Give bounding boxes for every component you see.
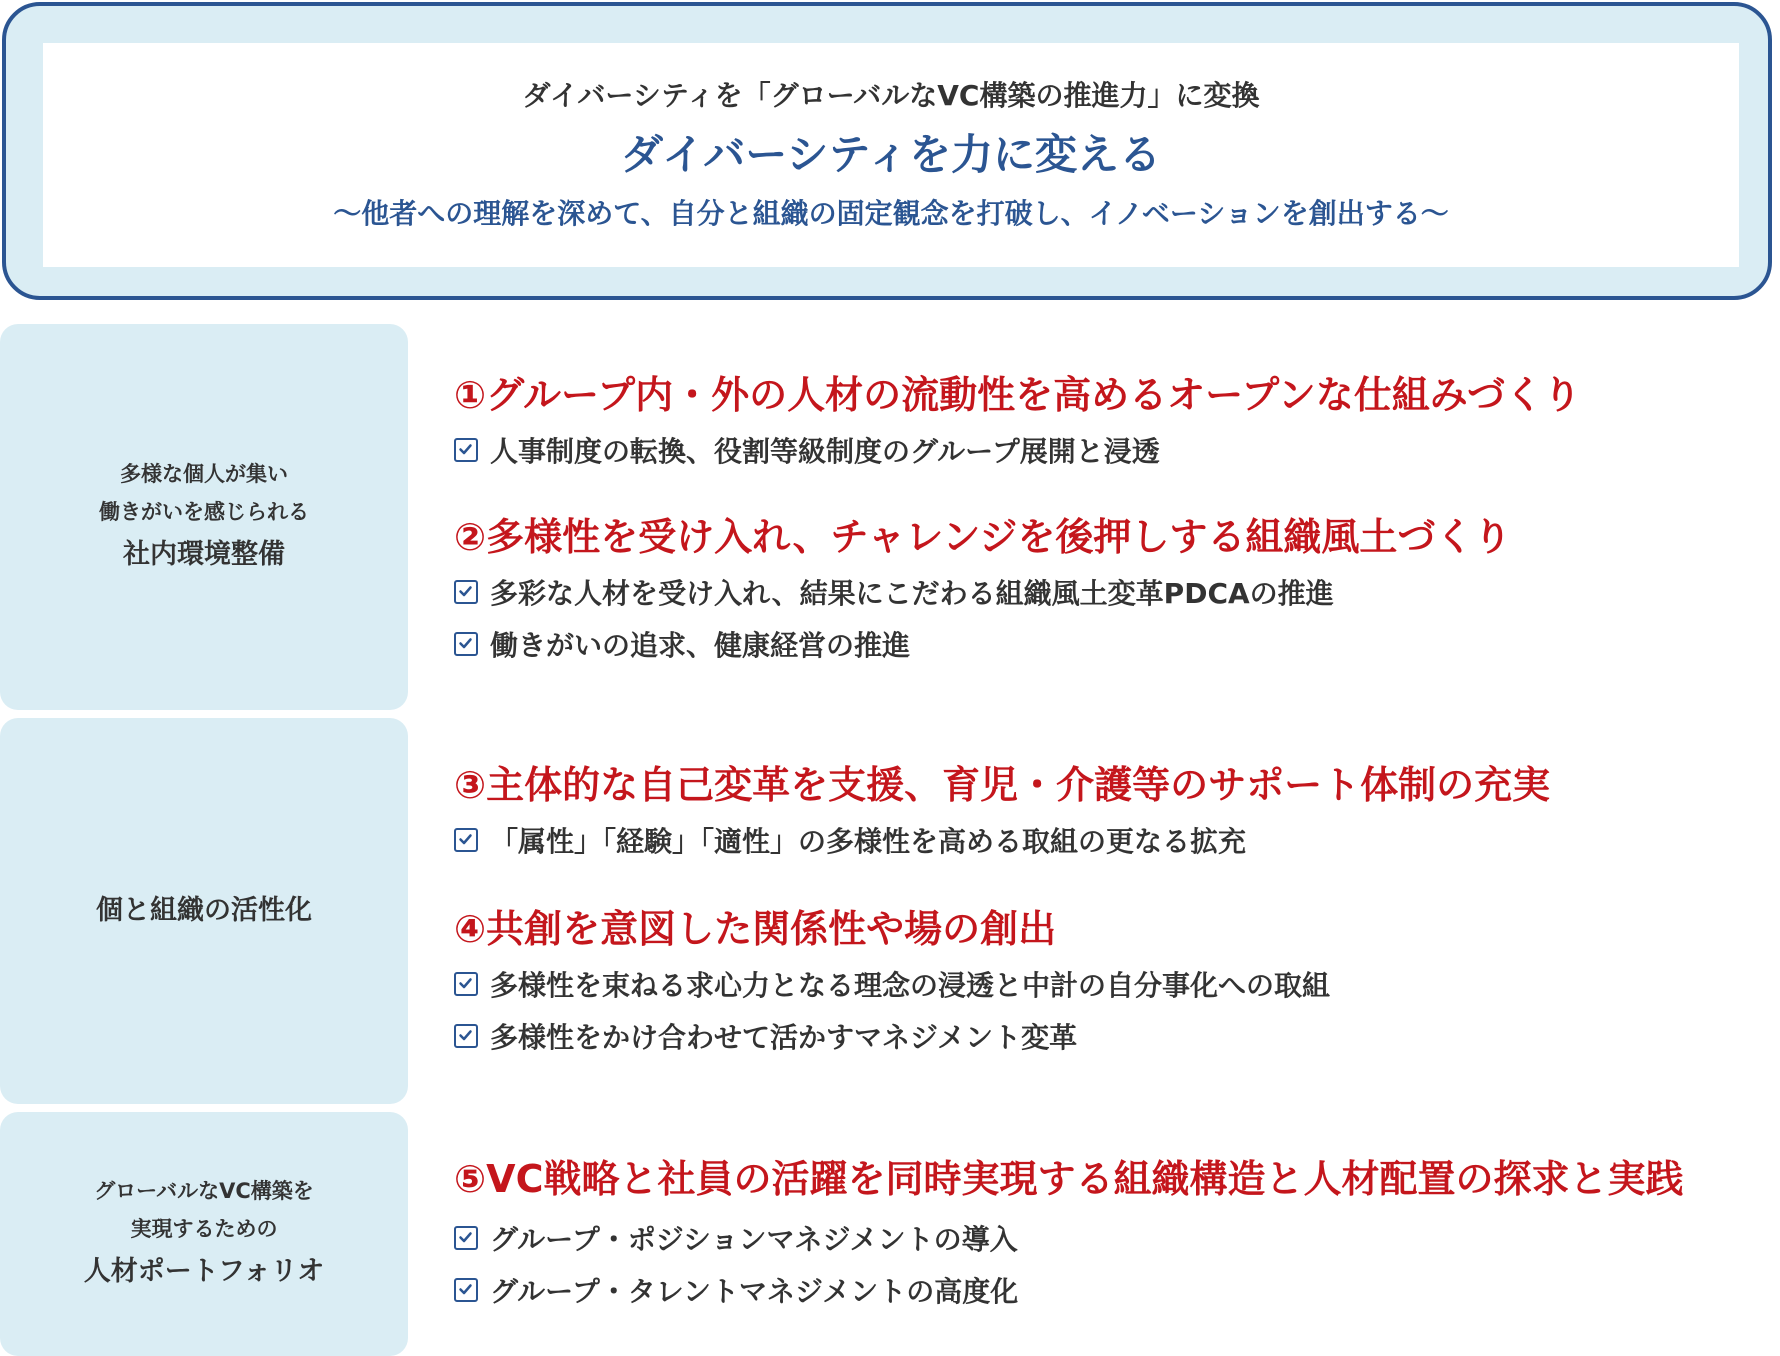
row-label-line: 働きがいを感じられる (99, 500, 309, 524)
row-content-portfolio (454, 1112, 1770, 1356)
list-item-text: 多彩な人材を受け入れ、結果にこだわる組織風土変革PDCAの推進 (490, 577, 1334, 610)
header-subtitle: ～他者への理解を深めて、自分と組織の固定観念を打破し、イノベーションを創出する～ (333, 197, 1449, 230)
section-title: ⑤VC戦略と社員の活躍を同時実現する組織構造と人材配置の探求と実践 (454, 1157, 1684, 1201)
row-label-activation (0, 718, 408, 1104)
checkbox-checked-icon (454, 438, 478, 462)
row-label-environment (0, 324, 408, 710)
list-item-text: グループ・ポジションマネジメントの導入 (490, 1223, 1018, 1256)
list-item (454, 572, 1334, 612)
header-inner (43, 43, 1739, 267)
row-label-line: グローバルなVC構築を (94, 1179, 314, 1203)
section-title: ①グループ内・外の人材の流動性を高めるオープンな仕組みづくり (454, 373, 1581, 417)
list-item-text: グループ・タレントマネジメントの高度化 (490, 1275, 1019, 1308)
list-item (454, 964, 1330, 1004)
list-item-text: 働きがいの追求、健康経営の推進 (490, 629, 911, 662)
header-lead: ダイバーシティを「グローバルなVC構築の推進力」に変換 (522, 79, 1260, 112)
checkbox-checked-icon (454, 580, 478, 604)
list-item (454, 624, 910, 664)
section-title: ③主体的な自己変革を支援、育児・介護等のサポート体制の充実 (454, 763, 1551, 807)
list-item (454, 1016, 1077, 1056)
checkbox-checked-icon (454, 1278, 478, 1302)
row-label-line: 多様な個人が集い (120, 462, 288, 486)
header-title: ダイバーシティを力に変える (620, 130, 1162, 179)
row-label-main: 人材ポートフォリオ (83, 1256, 325, 1287)
list-item-text: 人事制度の転換、役割等級制度のグループ展開と浸透 (490, 435, 1160, 468)
row-label-line: 実現するための (130, 1217, 278, 1241)
section-title: ④共創を意図した関係性や場の創出 (454, 907, 1057, 951)
list-item-text: 多様性をかけ合わせて活かすマネジメント変革 (490, 1021, 1078, 1054)
row-content-environment (454, 324, 1770, 710)
header-panel (2, 2, 1772, 300)
list-item (454, 1218, 1018, 1258)
checkbox-checked-icon (454, 632, 478, 656)
list-item (454, 1270, 1018, 1310)
row-label-main: 社内環境整備 (123, 539, 285, 570)
checkbox-checked-icon (454, 972, 478, 996)
row-label-portfolio (0, 1112, 408, 1356)
list-item (454, 820, 1246, 860)
checkbox-checked-icon (454, 828, 478, 852)
section-title: ②多様性を受け入れ、チャレンジを後押しする組織風土づくり (454, 515, 1512, 559)
list-item-text: 多様性を束ねる求心力となる理念の浸透と中計の自分事化への取組 (490, 969, 1331, 1002)
row-label-main: 個と組織の活性化 (96, 895, 312, 926)
checkbox-checked-icon (454, 1024, 478, 1048)
list-item-text: 「属性」「経験」「適性」の多様性を高める取組の更なる拡充 (490, 825, 1247, 858)
checkbox-checked-icon (454, 1226, 478, 1250)
list-item (454, 430, 1160, 470)
row-content-activation (454, 718, 1770, 1104)
